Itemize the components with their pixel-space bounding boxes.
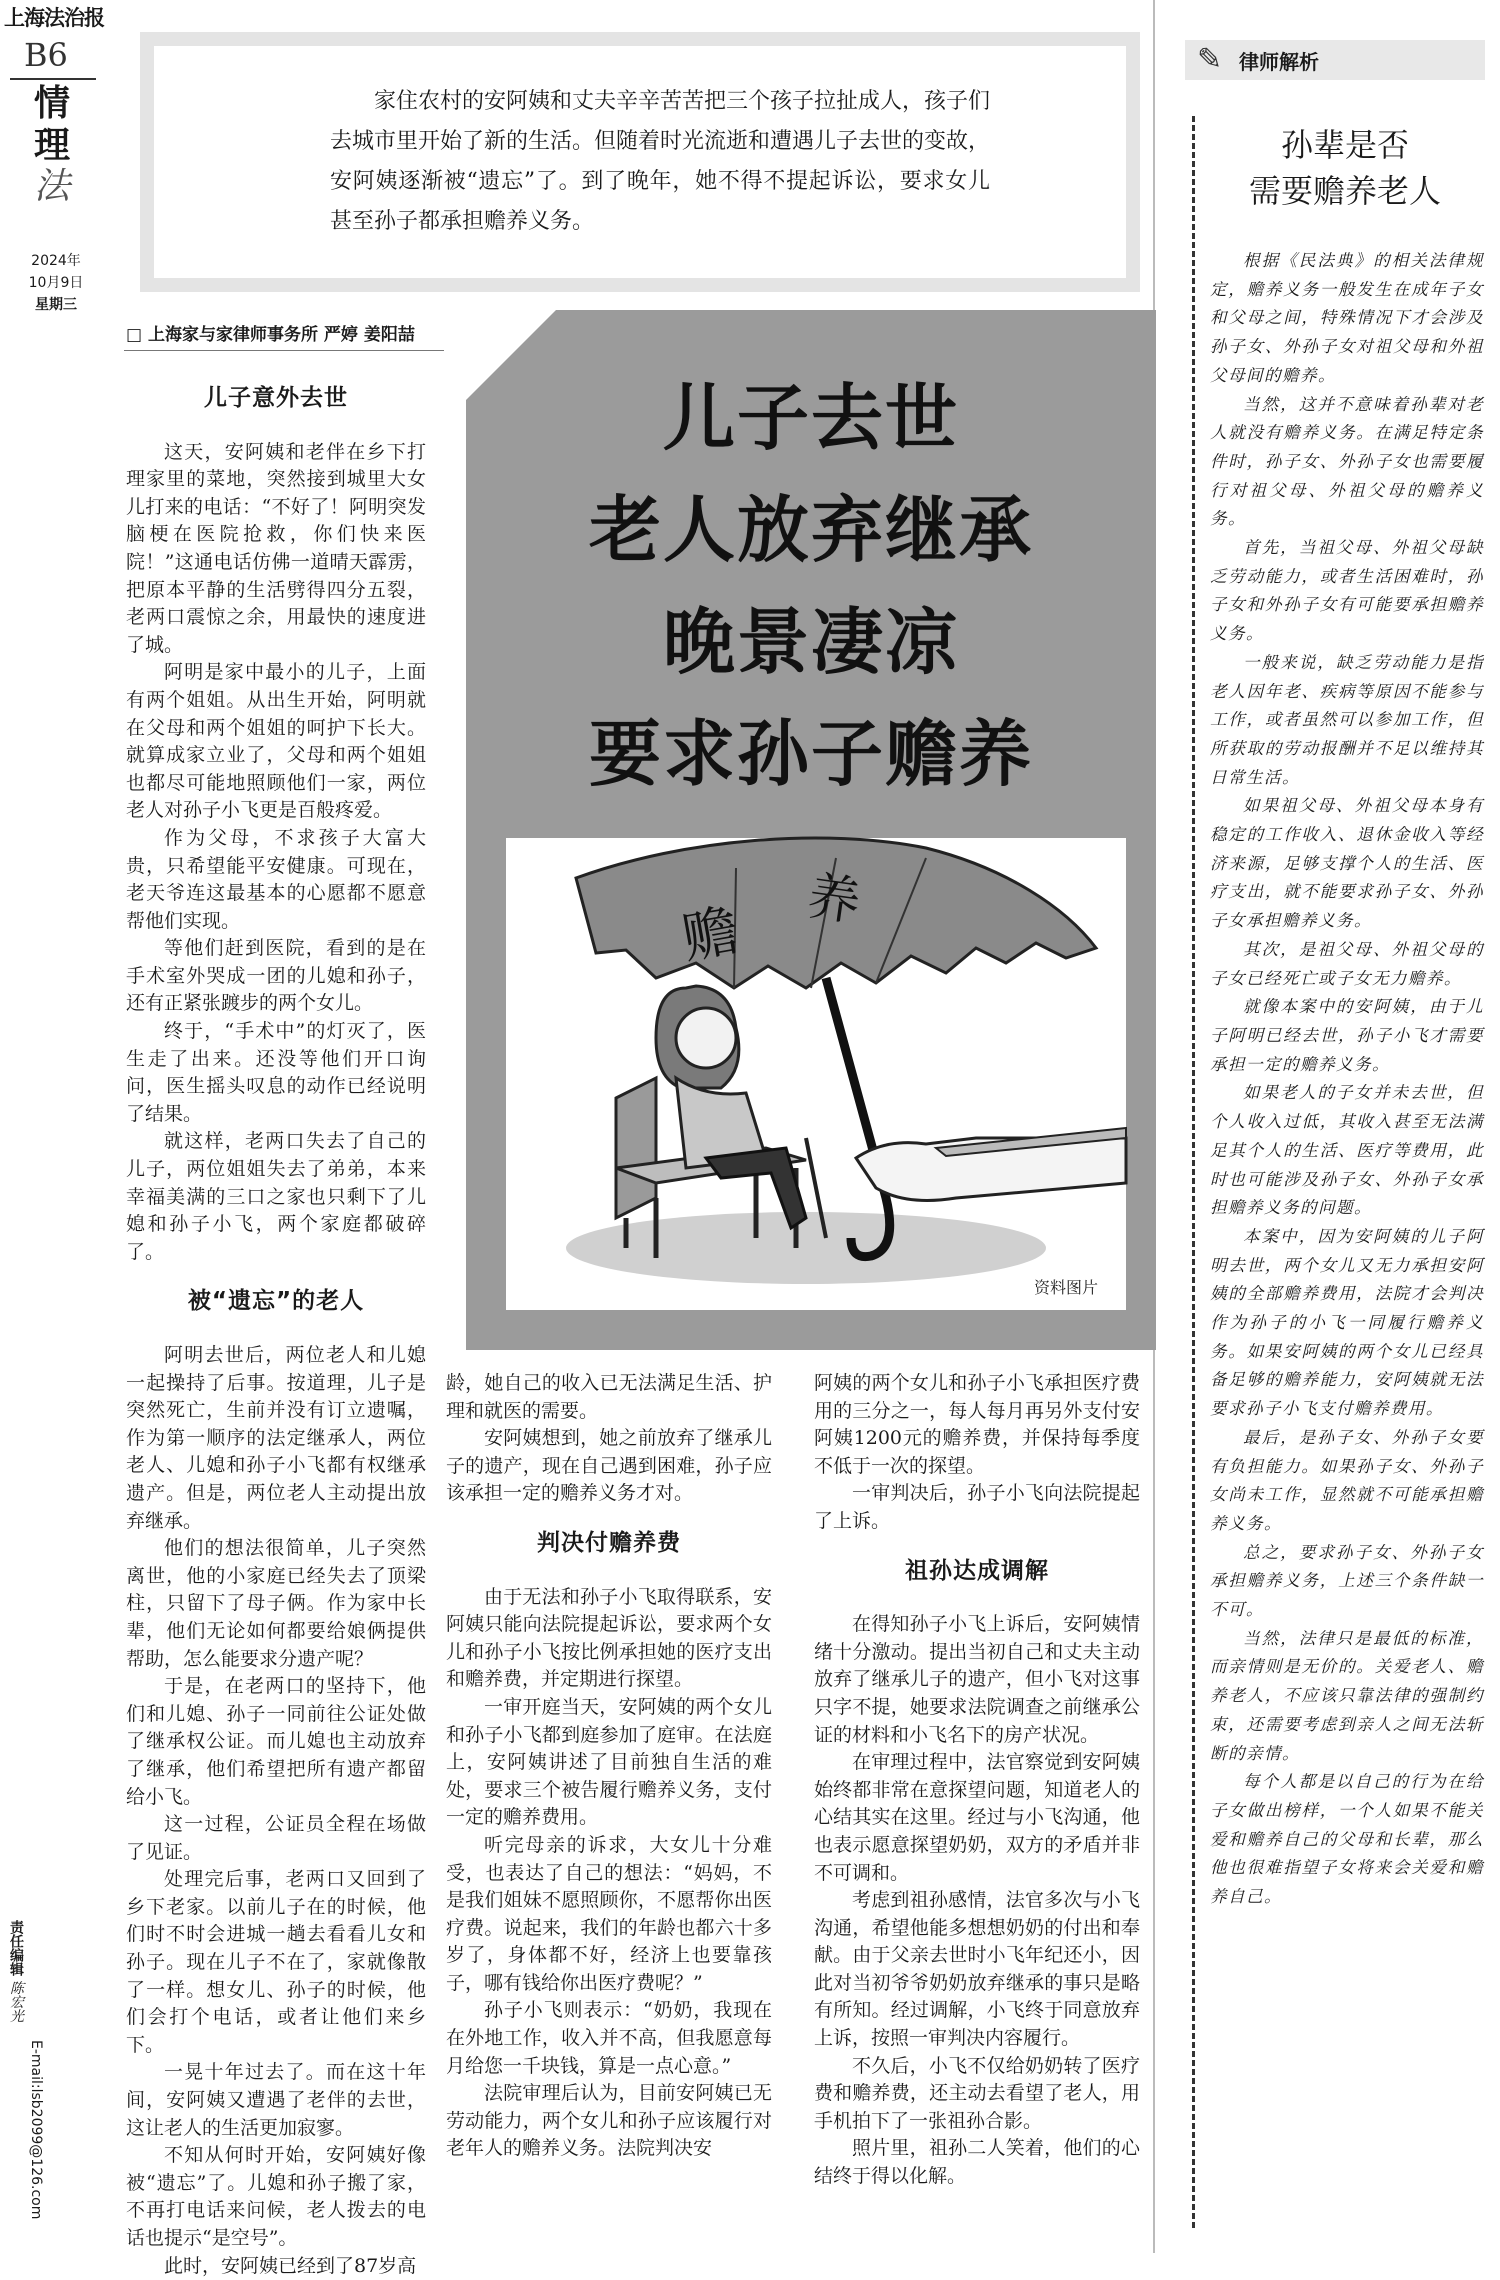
article-column-1	[126, 385, 426, 2280]
paragraph: 作为父母，不求孩子大富大贵，只希望能平安健康。可现在，老天爷连这最基本的心愿都不愿意帮他们实现。	[126, 826, 426, 932]
divider	[10, 78, 96, 80]
section-heading: 儿子意外去世	[204, 385, 348, 411]
paragraph: 等他们赶到医院，看到的是在手术室外哭成一团的儿媳和孙子，还有正紧张踱步的两个女儿。	[126, 937, 426, 1015]
headline-line: 晚景凄凉	[662, 600, 959, 684]
paragraph: 照片里，祖孙二人笑着，他们的心结终于得以化解。	[814, 2137, 1140, 2188]
paragraph: 由于无法和孙子小飞取得联系，安阿姨只能向法院提起诉讼，要求两个女儿和孙子小飞按比例承担她的医疗支出和赡养费，并定期进行探望。	[446, 1585, 772, 1691]
sidebar-paragraph: 本案中，因为安阿姨的儿子阿明去世，两个女儿又无力承担安阿姨的全部赡养费用，法院才会判决作为孙子的小飞一同履行赡养义务。如果安阿姨的两个女儿已经具备足够的赡养能力，安阿姨就无法要求孙子小飞支付赡养费用。	[1210, 1226, 1484, 1419]
paragraph: 于是，在老两口的坚持下，他们和儿媳、孙子一同前往公证处做了继承权公证。而儿媳也主动放弃了继承，他们希望把所有遗产都留给小飞。	[126, 1675, 426, 1808]
paragraph: 阿姨的两个女儿和孙子小飞承担医疗费用的三分之一，每人每月再另外支付安阿姨1200元的赡养费，并保持每季度不低于一次的探望。	[814, 1372, 1140, 1477]
lead-paragraph: 家住农村的安阿姨和丈夫辛辛苦苦把三个孩子拉扯成人，孩子们去城市里开始了新的生活。但随着时光流逝和遭遇儿子去世的变故，安阿姨逐渐被“遗忘”了。到了晚年，她不得不提起诉讼，要求女儿甚至孙子都承担赡养义务。	[330, 89, 991, 234]
byline: □ 上海家与家律师事务所 严婷 姜阳喆	[126, 325, 415, 345]
issue-day: 10月9日	[28, 275, 84, 291]
paragraph: 他们的想法很简单，儿子突然离世，他的小家庭已经失去了顶梁柱，只留下了母子俩。作为家中长辈，他们无论如何都要给娘俩提供帮助，怎么能要求分遗产呢？	[126, 1537, 426, 1670]
sidebar-paragraph: 根据《民法典》的相关法律规定，赡养义务一般发生在成年子女和父母之间，特殊情况下才会涉及孙子女、外孙子女对祖父母和外祖父母间的赡养。	[1210, 251, 1484, 385]
paragraph: 在审理过程中，法官察觉到安阿姨始终都非常在意探望问题，知道老人的心结其实在这里。经过与小飞沟通，他也表示愿意探望奶奶，双方的矛盾并非不可调和。	[814, 1751, 1140, 1884]
paragraph: 一审判决后，孙子小飞向法院提起了上诉。	[814, 1482, 1140, 1532]
editor-label: 责任编辑	[8, 1920, 24, 1976]
issue-date	[6, 250, 106, 316]
section-heading: 祖孙达成调解	[905, 1557, 1049, 1584]
issue-year: 2024年	[31, 253, 81, 269]
sidebar-paragraph: 就像本案中的安阿姨，由于儿子阿明已经去世，孙子小飞才需要承担一定的赡养义务。	[1210, 997, 1484, 1074]
article-column-2	[446, 1370, 772, 2163]
newspaper-logo: 上海法治报	[4, 5, 104, 30]
headline-panel	[466, 310, 1156, 1350]
sidebar-text	[1210, 247, 1484, 1912]
umbrella-char-2: 养	[804, 866, 865, 934]
sidebar-tag	[1185, 40, 1485, 80]
page-number: B6	[24, 36, 68, 74]
sidebar-paragraph: 总之，要求孙子女、外孙子女承担赡养义务，上述三个条件缺一不可。	[1210, 1542, 1484, 1620]
sidebar-title-line: 孙辈是否	[1280, 126, 1409, 164]
editor-credit	[4, 1920, 24, 2022]
face	[676, 1008, 736, 1068]
sidebar-paragraph: 一般来说，缺乏劳动能力是指老人因年老、疾病等原因不能参与工作，或者虽然可以参加工作，但所获取的劳动报酬并不足以维持其日常生活。	[1210, 652, 1484, 787]
paragraph: 阿明是家中最小的儿子，上面有两个姐姐。从出生开始，阿明就在父母和两个姐姐的呵护下长大。就算成家立业了，父母和两个姐姐也都尽可能地照顾他们一家，两位老人对孙子小飞更是百般疼爱。	[126, 661, 426, 822]
image-credit: 资料图片	[1033, 1278, 1098, 1297]
paragraph: 法院审理后认为，目前安阿姨已无劳动能力，两个女儿和孙子应该履行对老年人的赡养义务。法院判决安	[446, 2082, 772, 2160]
umbrella-illustration-svg	[506, 838, 1126, 1310]
bench-back	[616, 1078, 656, 1218]
editor-name: 陈宏光	[8, 1980, 24, 2023]
section-heading: 被“遗忘”的老人	[187, 1288, 365, 1315]
issue-weekday: 星期三	[35, 297, 77, 313]
paragraph: 终于，“手术中”的灯灭了，医生走了出来。还没等他们开口询问，医生摇头叹息的动作已经说明了结果。	[126, 1020, 426, 1125]
sidebar-paragraph: 当然，这并不意味着孙辈对老人就没有赡养义务。在满足特定条件时，孙子女、外孙子女也需要履行对祖父母、外祖父母的赡养义务。	[1210, 394, 1484, 529]
paragraph: 听完母亲的诉求，大女儿十分难受，也表达了自己的想法：“妈妈，不是我们姐妹不愿照顾你，不愿帮你出医疗费。说起来，我们的年龄也都六十多岁了，身体都不好，经济上也要靠孩子，哪有钱给你出医疗费呢？”	[446, 1833, 772, 1994]
headline-line: 老人放弃继承	[588, 488, 1033, 572]
headline-line: 儿子去世	[662, 376, 959, 460]
paragraph: 就这样，老两口失去了自己的儿子，两位姐姐失去了弟弟，本来幸福美满的三口之家也只剩下了儿媳和孙子小飞，两个家庭都破碎了。	[126, 1130, 426, 1263]
pen-icon: ✎	[1197, 42, 1223, 77]
editor-email: E-mail:lsb2099@126.com	[28, 2040, 44, 2220]
paragraph: 这天，安阿姨和老伴在乡下打理家里的菜地，突然接到城里大女儿打来的电话：“不好了！阿明突发脑梗在医院抢救，你们快来医院！”这通电话仿佛一道晴天霹雳，把原本平静的生活劈得四分五裂，老两口震惊之余，用最快的速度进了城。	[126, 440, 426, 656]
paragraph: 在得知孙子小飞上诉后，安阿姨情绪十分激动。提出当初自己和丈夫主动放弃了继承儿子的遗产，但小飞对这事只字不提，她要求法院调查之前继承公证的材料和小飞名下的房产状况。	[814, 1613, 1140, 1746]
sidebar-paragraph: 最后，是孙子女、外孙子女要有负担能力。如果孙子女、外孙子女尚未工作，显然就不可能承担赡养义务。	[1210, 1427, 1484, 1533]
sidebar-paragraph: 当然，法律只是最低的标准，而亲情则是无价的。关爱老人、赡养老人，不应该只靠法律的强制约束，还需要考虑到亲人之间无法斩断的亲情。	[1210, 1628, 1484, 1763]
article-column-3	[814, 1370, 1140, 2191]
sidebar-title-line: 需要赡养老人	[1248, 172, 1441, 210]
sidebar-paragraph: 如果老人的子女并未去世，但个人收入过低，其收入甚至无法满足其个人的生活、医疗等费用，此时也可能涉及孙子女、外孙子女承担赡养义务的问题。	[1210, 1083, 1484, 1218]
umbrella-char-1: 赡	[677, 898, 744, 972]
paragraph: 考虑到祖孙感情，法官多次与小飞沟通，希望他能多想想奶奶的付出和奉献。由于父亲去世时小飞年纪还小，因此对当初爷爷奶奶放弃继承的事只是略有所知。经过调解，小飞终于同意放弃上诉，按照一审判决内容履行。	[814, 1889, 1140, 2050]
divider	[124, 350, 444, 351]
section-heading: 判决付赡养费	[537, 1529, 681, 1556]
paragraph: 一审开庭当天，安阿姨的两个女儿和孙子小飞都到庭参加了庭审。在法庭上，安阿姨讲述了目前独自生活的难处，要求三个被告履行赡养义务，支付一定的赡养费用。	[446, 1695, 772, 1829]
paragraph: 处理完后事，老两口又回到了乡下老家。以前儿子在的时候，他们时不时会进城一趟去看看儿女和孙子。现在儿子不在了，家就像散了一样。想女儿、孙子的时候，他们会打个电话，或者让他们来乡下。	[126, 1868, 426, 2056]
ground-shadow	[566, 1212, 1046, 1284]
illustration	[506, 838, 1126, 1310]
headline	[466, 362, 1156, 810]
paragraph: 龄，她自己的收入已无法满足生活、护理和就医的需要。	[446, 1372, 772, 1422]
section-char: 理	[33, 124, 70, 166]
section-name	[32, 82, 72, 208]
paragraph: 不久后，小飞不仅给奶奶转了医疗费和赡养费，还主动去看望了老人，用手机拍下了一张祖孙合影。	[814, 2054, 1140, 2132]
paragraph: 一晃十年过去了。而在这十年间，安阿姨又遭遇了老伴的去世，这让老人的生活更加寂寥。	[126, 2061, 426, 2139]
paragraph: 孙子小飞则表示：“奶奶，我现在在外地工作，收入并不高，但我愿意每月给您一千块钱，算是一点心意。”	[446, 1999, 772, 2077]
sidebar-paragraph: 其次，是祖父母、外祖父母的子女已经死亡或子女无力赡养。	[1210, 939, 1484, 988]
section-char: 情	[33, 82, 70, 124]
paragraph: 此时，安阿姨已经到了87岁高	[164, 2254, 417, 2277]
sidebar-paragraph: 首先，当祖父母、外祖父母缺乏劳动能力，或者生活困难时，孙子女和外孙子女有可能要承担赡养义务。	[1210, 538, 1484, 644]
headline-line: 要求孙子赡养	[588, 712, 1033, 796]
sidebar-paragraph: 每个人都是以自己的行为在给子女做出榜样，一个人如果不能关爱和赡养自己的父母和长辈，那么他也很难指望子女将来会关爱和赡养自己。	[1210, 1772, 1484, 1907]
sidebar-paragraph: 如果祖父母、外祖父母本身有稳定的工作收入、退休金收入等经济来源，足够支撑个人的生活、医疗支出，就不能要求孙子女、外孙子女承担赡养义务。	[1210, 796, 1484, 931]
paragraph: 这一过程，公证员全程在场做了见证。	[126, 1813, 426, 1863]
paragraph: 不知从何时开始，安阿姨好像被“遗忘”了。儿媳和孙子搬了家，不再打电话来问候，老人拨去的电话也提示“是空号”。	[126, 2144, 426, 2249]
sidebar-title	[1200, 122, 1490, 214]
section-char: 法	[33, 166, 70, 207]
sidebar-tag-label: 律师解析	[1239, 50, 1319, 74]
paragraph: 安阿姨想到，她之前放弃了继承儿子的遗产，现在自己遇到困难，孙子应该承担一定的赡养义务才对。	[446, 1427, 772, 1505]
paragraph: 阿明去世后，两位老人和儿媳一起操持了后事。按道理，儿子是突然死亡，生前并没有订立遗嘱，作为第一顺序的法定继承人，两位老人、儿媳和孙子小飞都有权继承遗产。但是，两位老人主动提出放弃继承。	[126, 1344, 426, 1532]
